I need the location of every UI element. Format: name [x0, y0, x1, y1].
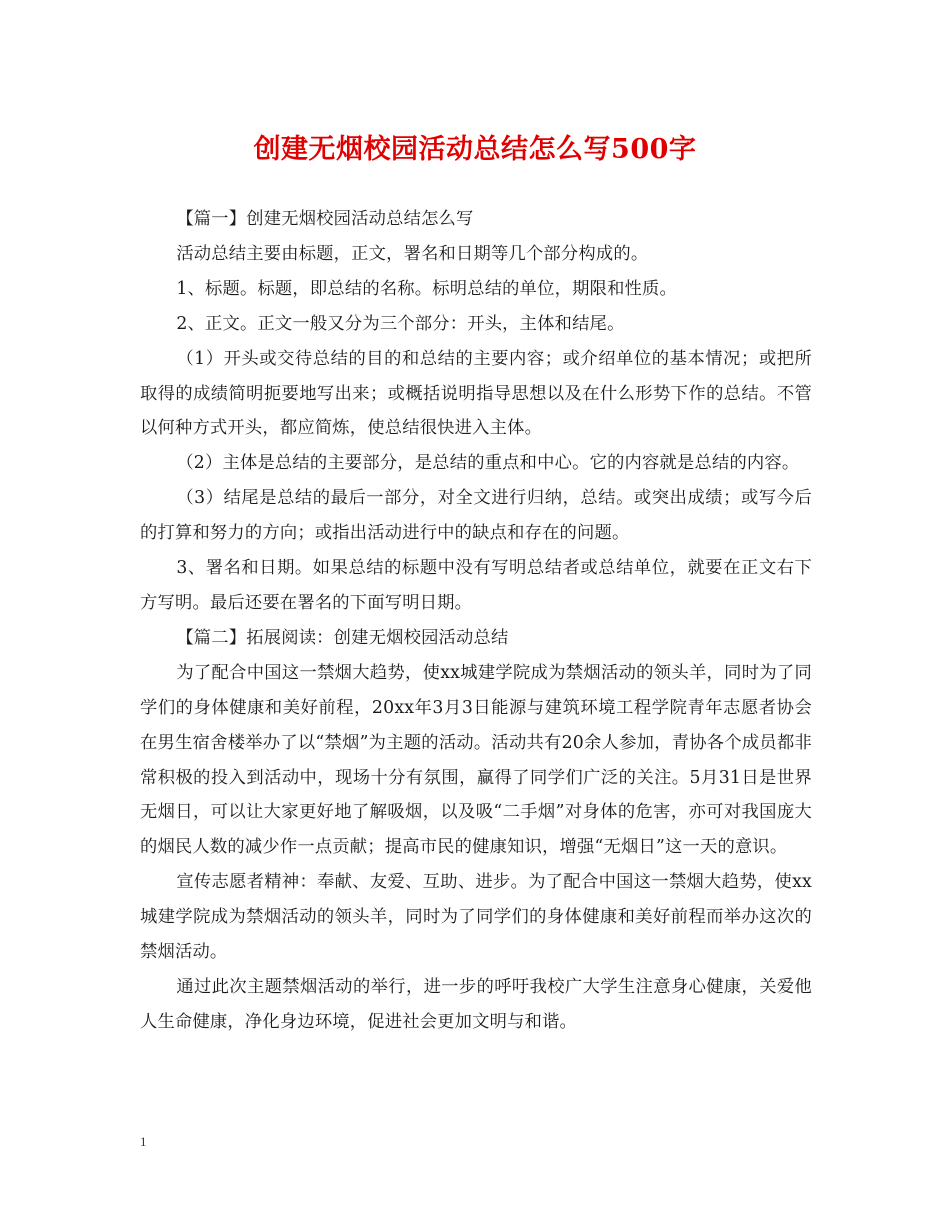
- paragraph: 1、标题。标题，即总结的名称。标明总结的单位，期限和性质。: [176, 278, 677, 299]
- paragraph: 宣传志愿者精神：奉献、友爱、互助、进步。为了配合中国这一禁烟大趋势，使xx城建学院成为禁烟活动的领头羊，同时为了同学们的身体健康和美好前程而举办这次的禁烟活动。: [140, 872, 812, 963]
- page-number: 1: [140, 1134, 147, 1149]
- paragraph: （2）主体是总结的主要部分，是总结的重点和中心。它的内容就是总结的内容。: [176, 453, 800, 474]
- paragraph: （1）开头或交待总结的目的和总结的主要内容；或介绍单位的基本情况；或把所取得的成绩简明扼要地写出来；或概括说明指导思想以及在什么形势下作的总结。不管以何种方式开头，都应简炼，使总结很快进入主体。: [140, 348, 812, 439]
- paragraph: 为了配合中国这一禁烟大趋势，使xx城建学院成为禁烟活动的领头羊，同时为了同学们的身体健康和美好前程，20xx年3月3日能源与建筑环境工程学院青年志愿者协会在男生宿舍楼举办了以“禁烟”为主题的活动。活动共有20余人参加，青协各个成员都非常积极的投入到活动中，现场十分有氛围，赢得了同学们广泛的关注。5月31日是世界无烟日，可以让大家更好地了解吸烟，以及吸“二手烟”对身体的危害，亦可对我国庞大的烟民人数的减少作一点贡献；提高市民的健康知识，增强“无烟日”这一天的意识。: [140, 662, 812, 858]
- document-body: [140, 202, 812, 1040]
- paragraph: 活动总结主要由标题，正文，署名和日期等几个部分构成的。: [176, 243, 649, 264]
- paragraph: 2、正文。正文一般又分为三个部分：开头，主体和结尾。: [176, 313, 625, 334]
- page-title: 创建无烟校园活动总结怎么写500字: [253, 134, 697, 165]
- section-heading-2: 【篇二】拓展阅读：创建无烟校园活动总结: [176, 627, 509, 648]
- paragraph: （3）结尾是总结的最后一部分，对全文进行归纳，总结。或突出成绩；或写今后的打算和努力的方向；或指出活动进行中的缺点和存在的问题。: [140, 488, 812, 544]
- paragraph: 3、署名和日期。如果总结的标题中没有写明总结者或总结单位，就要在正文右下方写明。最后还要在署名的下面写明日期。: [140, 558, 812, 613]
- paragraph: 通过此次主题禁烟活动的举行，进一步的呼吁我校广大学生注意身心健康，关爱他人生命健康，净化身边环境，促进社会更加文明与和谐。: [140, 976, 812, 1032]
- section-heading-1: 【篇一】创建无烟校园活动总结怎么写: [176, 209, 474, 229]
